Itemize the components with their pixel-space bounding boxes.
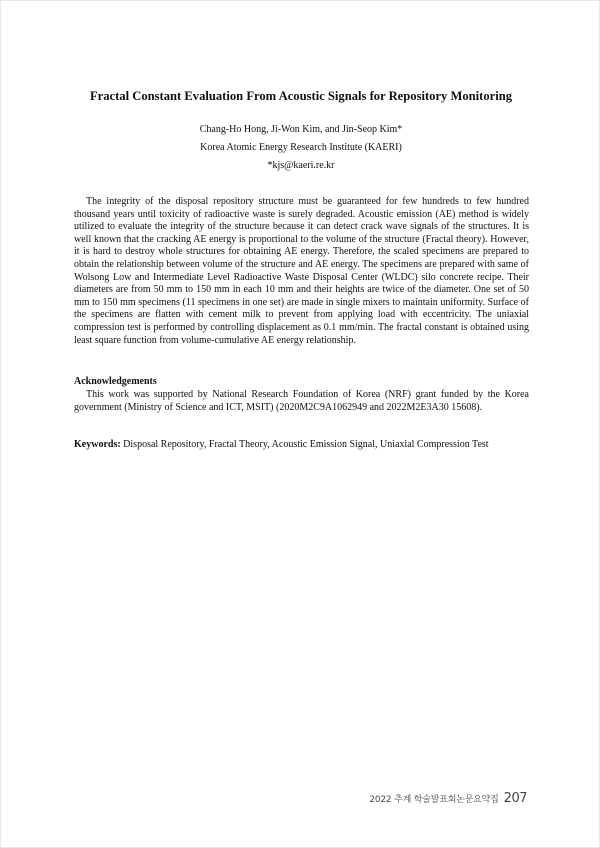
page-footer [369,791,527,806]
page-number: 207 [503,791,527,806]
author-list: Chang-Ho Hong, Ji-Won Kim, and Jin-Seop Kim* [199,124,403,135]
paper-title: Fractal Constant Evaluation From Acoustic Signals for Repository Monitoring [89,89,513,103]
corresponding-email: *kjs@kaeri.re.kr [267,160,335,171]
abstract-paragraph: The integrity of the disposal repository structure must be guaranteed for few hundreds to few hundred thousand years until toxicity of radioactive waste is surely degraded. Acoustic emission (AE) method is widely utilized to evaluate the integrity of the structure because it can detect crack wave signals of the structures. It is well known that the cracking AE energy is proportional to the volume of the structure (Fractal theory). However, it is hard to destroy whole structures for obtaining AE energy. Therefore, the scaled specimens are prepared to obtain the relationship between volume of the structure and AE energy. The specimens are prepared with same of Wolsong Low and Intermediate Level Radioactive Waste Disposal Center (WLDC) silo concrete recipe. Their diameters are from 50 mm to 150 mm in each 10 mm and their heights are twice of the diameter. One set of 50 mm to 150 mm specimens (11 specimens in one set) are made in single mixers to maintain uniformity. Surface of the specimens are flatten with cement milk to prevent from applying load with eccentricity. The uniaxial compression test is performed by controlling displacement as 0.1 mm/min. The fractal constant is obtained using least square function from volume-cumulative AE energy relationship. [74,196,529,346]
keywords-label: Keywords: [74,439,121,450]
acknowledgements-heading: Acknowledgements [74,376,157,387]
keywords-list: Disposal Repository, Fractal Theory, Acoustic Emission Signal, Uniaxial Compression Test [120,439,489,450]
keywords-section [74,439,529,452]
acknowledgements-paragraph: This work was supported by National Research Foundation of Korea (NRF) grant funded by the Korea government (Ministry of Science and ICT, MSIT) (2020M2C9A1062949 and 2022M2E3A30 15608). [74,389,529,413]
proceedings-title: 2022 추계 학술발표회논문요약집 [369,795,499,805]
affiliation: Korea Atomic Energy Research Institute (KAERI) [200,142,402,153]
